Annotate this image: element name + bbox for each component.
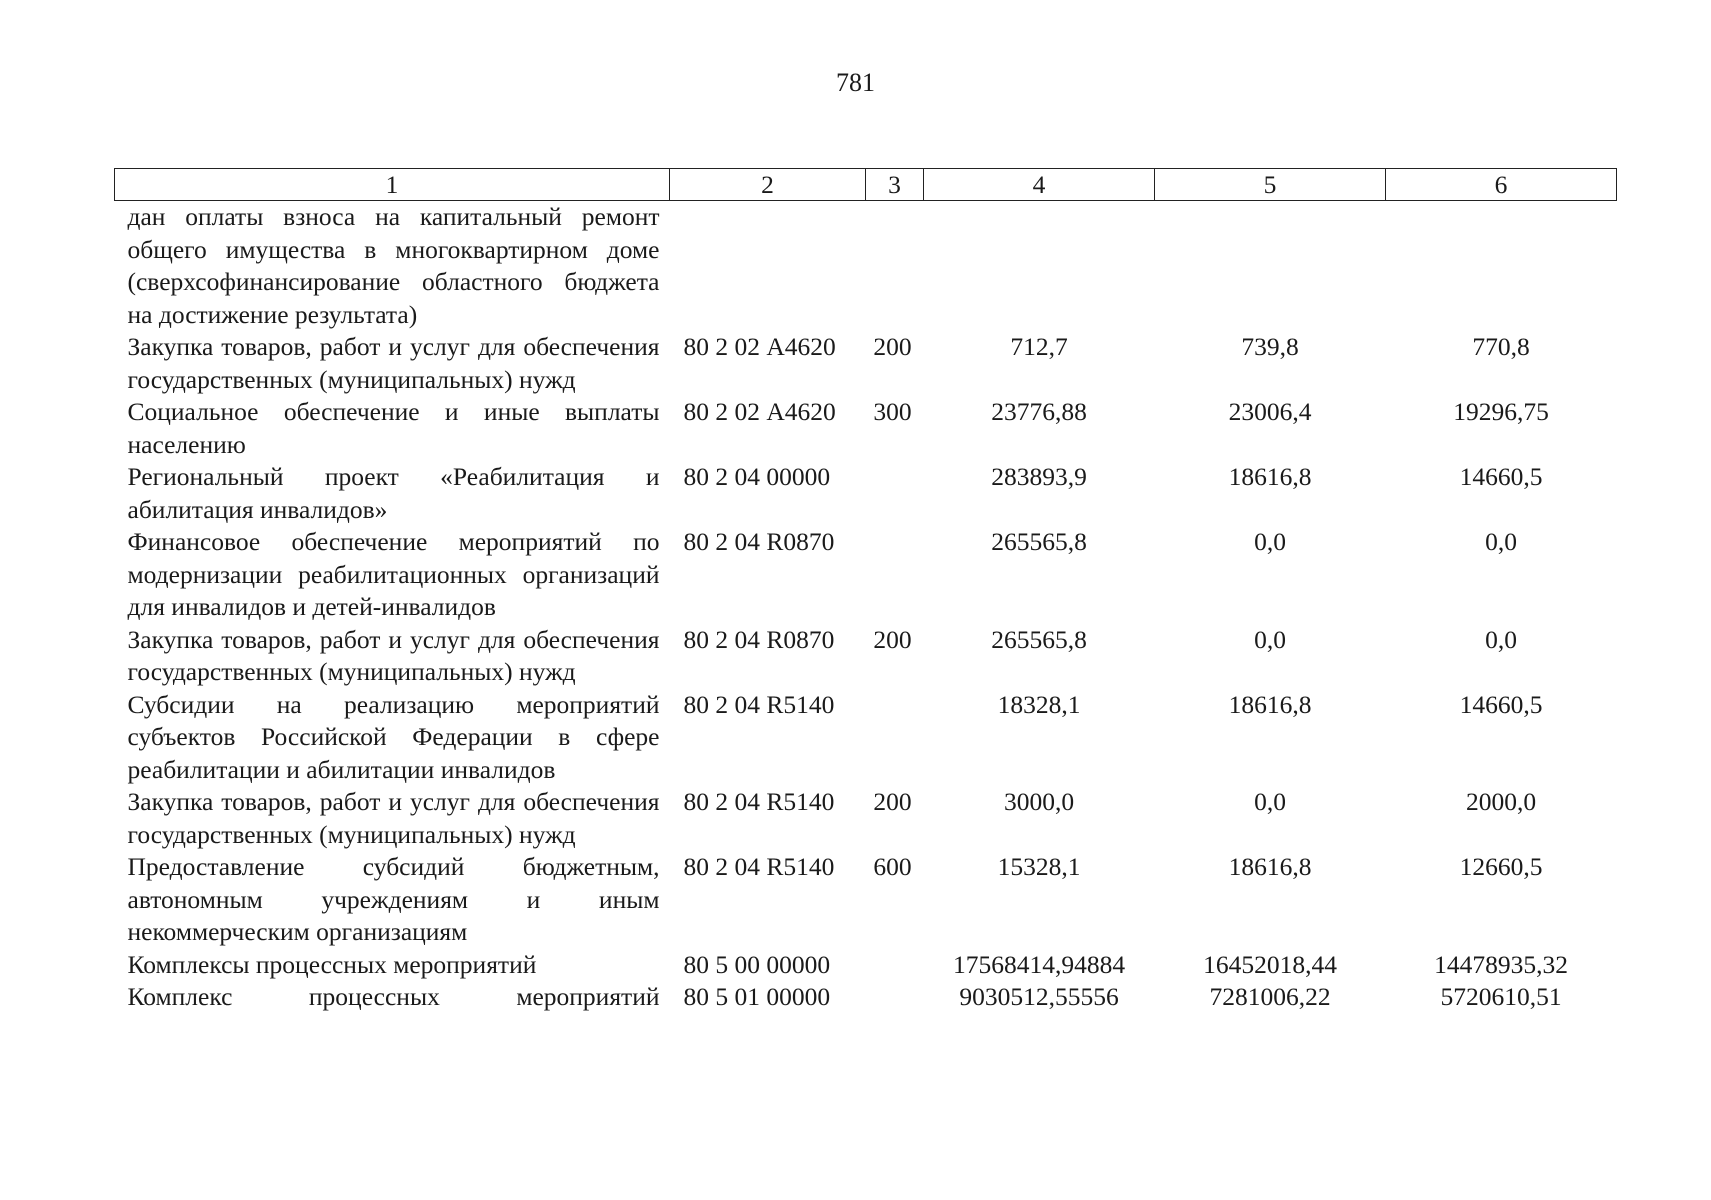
column-header-3: 3 [866,169,924,201]
table-row [115,331,1617,396]
target-article-code: 80 2 02 А4620 [683,397,836,426]
target-article-code [670,201,866,332]
amount-col-5: 18616,8 [1228,462,1312,491]
header-row [115,169,1617,201]
target-article-code: 80 2 04 R0870 [683,624,835,654]
expense-name: дан оплаты взноса на капитальный ремонт общего имущества в многоквартирном доме (сверхсофинансирование областного бюджета на достижение результата) [127,202,660,329]
expense-type-code [866,981,924,1014]
target-article-code: 80 2 04 R5140 [683,689,835,719]
table-row [115,689,1617,787]
amount-col-5: 7281006,22 [1209,982,1331,1011]
table-header [115,169,1617,201]
amount-col-6: 5720610,51 [1440,982,1562,1011]
expense-type-code [866,526,924,624]
amount-col-4: 18328,1 [997,689,1081,719]
expense-type-code [866,461,924,526]
amount-col-6: 14660,5 [1459,689,1543,719]
column-header-4: 4 [924,169,1155,201]
expense-name: Закупка товаров, работ и услуг для обеспечения государственных (муниципальных) нужд [127,787,660,849]
expense-type-code: 200 [873,787,912,816]
amount-col-4 [924,201,1155,332]
table-row [115,624,1617,689]
amount-col-4: 9030512,55556 [959,982,1119,1011]
column-header-1: 1 [115,169,670,201]
expense-name: Субсидии на реализацию мероприятий субъектов Российской Федерации в сфере реабилитации и абилитации инвалидов [127,689,660,784]
amount-col-6: 14660,5 [1459,462,1543,491]
expense-type-code [866,201,924,332]
expense-type-code [866,689,924,787]
amount-col-5 [1155,201,1386,332]
target-article-code: 80 2 04 R0870 [683,527,835,556]
expense-name: Закупка товаров, работ и услуг для обеспечения государственных (муниципальных) нужд [127,624,660,686]
amount-col-4: 23776,88 [991,397,1087,426]
amount-col-4: 712,7 [1010,332,1068,361]
expense-name: Финансовое обеспечение мероприятий по модернизации реабилитационных организаций для инвалидов и детей-инвалидов [127,527,660,621]
expense-type-code: 200 [873,332,912,361]
expense-type-code: 300 [873,397,912,426]
table-row [115,461,1617,526]
table-row [115,981,1617,1014]
table-row [115,396,1617,461]
budget-table [114,168,1617,1014]
page-number: 781 [836,68,875,97]
amount-col-5: 739,8 [1241,332,1299,361]
expense-name: Предоставление субсидий бюджетным, автономным учреждениям и иным некоммерческим организациям [127,852,660,946]
column-header-5: 5 [1155,169,1386,201]
amount-col-6 [1386,201,1617,332]
amount-col-6: 0,0 [1485,624,1517,654]
table-row [115,949,1617,982]
amount-col-5: 18616,8 [1228,852,1312,881]
target-article-code: 80 2 04 R5140 [683,852,835,881]
table-row [115,201,1617,332]
amount-col-5: 0,0 [1254,624,1286,654]
amount-col-5: 16452018,44 [1203,949,1337,979]
table-row [115,526,1617,624]
expense-name: Комплекс процессных мероприятий [127,982,660,1011]
column-header-6: 6 [1386,169,1617,201]
table-body [115,201,1617,1014]
table-row [115,786,1617,851]
expense-type-code: 200 [873,624,912,654]
expense-name: Комплексы процессных мероприятий [127,949,537,979]
target-article-code: 80 5 01 00000 [683,982,831,1011]
amount-col-5: 0,0 [1254,527,1286,556]
amount-col-5: 0,0 [1254,787,1286,816]
table-row [115,851,1617,949]
target-article-code: 80 2 04 00000 [683,462,831,491]
amount-col-5: 18616,8 [1228,689,1312,719]
amount-col-6: 770,8 [1472,332,1530,361]
amount-col-4: 283893,9 [991,462,1087,491]
amount-col-5: 23006,4 [1228,397,1312,426]
amount-col-4: 265565,8 [991,527,1087,556]
expense-type-code: 600 [873,852,912,881]
expense-name: Региональный проект «Реабилитация и абилитация инвалидов» [127,462,660,524]
amount-col-4: 265565,8 [991,624,1087,654]
amount-col-4: 15328,1 [997,852,1081,881]
expense-name: Закупка товаров, работ и услуг для обеспечения государственных (муниципальных) нужд [127,332,660,394]
amount-col-6: 0,0 [1485,527,1517,556]
target-article-code: 80 2 02 А4620 [683,332,836,361]
amount-col-6: 12660,5 [1459,852,1543,881]
amount-col-6: 19296,75 [1453,397,1549,426]
expense-name: Социальное обеспечение и иные выплаты населению [127,397,660,459]
amount-col-6: 2000,0 [1465,787,1537,816]
amount-col-6: 14478935,32 [1434,949,1568,979]
amount-col-4: 3000,0 [1003,787,1075,816]
column-header-2: 2 [670,169,866,201]
target-article-code: 80 2 04 R5140 [683,787,835,816]
amount-col-4: 17568414,94884 [952,949,1126,979]
target-article-code: 80 5 00 00000 [683,949,831,979]
expense-type-code [866,949,924,982]
